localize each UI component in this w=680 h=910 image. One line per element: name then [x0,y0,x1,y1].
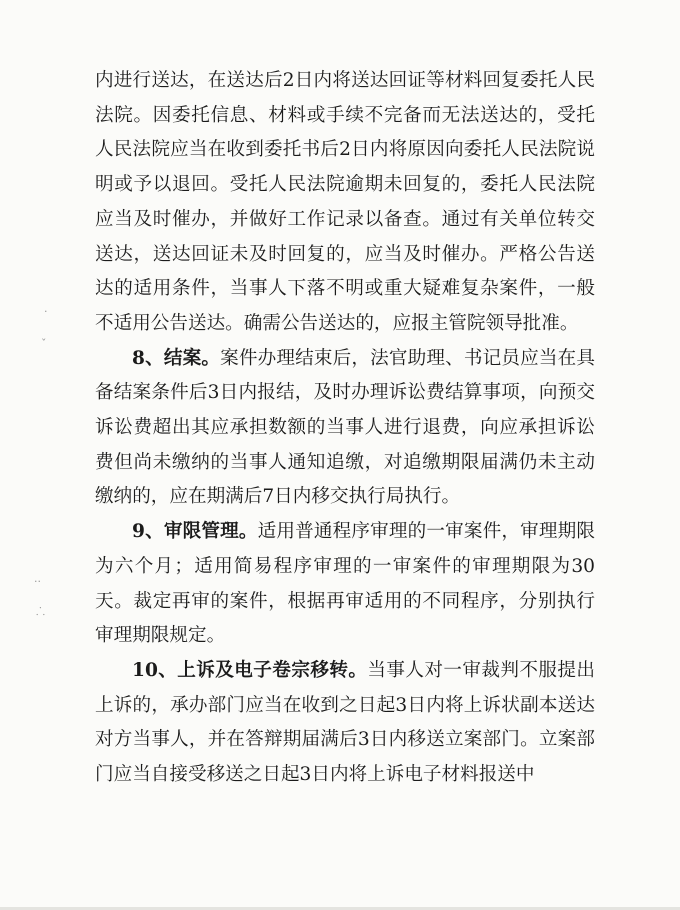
paragraph-body: 当事人对一审裁判不服提出上诉的，承办部门应当在收到之日起3日内将上诉状副本送达对方当事人，并在答辩期届满后3日内移送立案部门。立案部门应当自接受移送之日起3日内将上诉电子材料报送中 [95,659,595,786]
section-heading-appeal-e-file-transfer: 10、上诉及电子卷宗移转。 [132,659,368,681]
paragraph-appeal-e-file-transfer [95,654,595,793]
section-heading-case-closing: 8、结案。 [132,347,221,369]
paragraph-time-limit-management [95,515,595,654]
binding-mark: ⸫ [36,605,46,618]
paragraph-service-continued [95,64,595,342]
paragraph-body: 案件办理结束后，法官助理、书记员应当在具备结案条件后3日内报结，及时办理诉讼费结算事项，向预交诉讼费超出其应承担数额的当事人进行退费，向应承担诉讼费但尚未缴纳的当事人通知追缴，对追缴期限届满仍未主动缴纳的，应在期满后7日内移交执行局执行。 [95,347,595,508]
binding-mark: · [44,305,48,318]
paragraph-case-closing [95,342,595,516]
section-heading-time-limit-management: 9、审限管理。 [132,521,258,543]
document-body [95,64,595,793]
paragraph-body: 内进行送达，在送达后2日内将送达回证等材料回复委托人民法院。因委托信息、材料或手续不完备而无法送达的，受托人民法院应当在收到委托书后2日内将原因向委托人民法院说明或予以退回。受托人民法院逾期未回复的，委托人民法院应当及时催办，并做好工作记录以备查。通过有关单位转交送达，送达回证未及时回复的，应当及时催办。严格公告送达的适用条件，当事人下落不明或重大疑难复杂案件，一般不适用公告送达。确需公告送达的，应报主管院领导批准。 [95,70,595,334]
binding-mark: ·· [34,575,41,588]
paragraph-body: 适用普通程序审理的一审案件，审理期限为六个月；适用简易程序审理的一审案件的审理期限为30天。裁定再审的案件，根据再审适用的不同程序，分别执行审理期限规定。 [95,521,595,647]
binding-mark: ˇ [41,337,47,350]
